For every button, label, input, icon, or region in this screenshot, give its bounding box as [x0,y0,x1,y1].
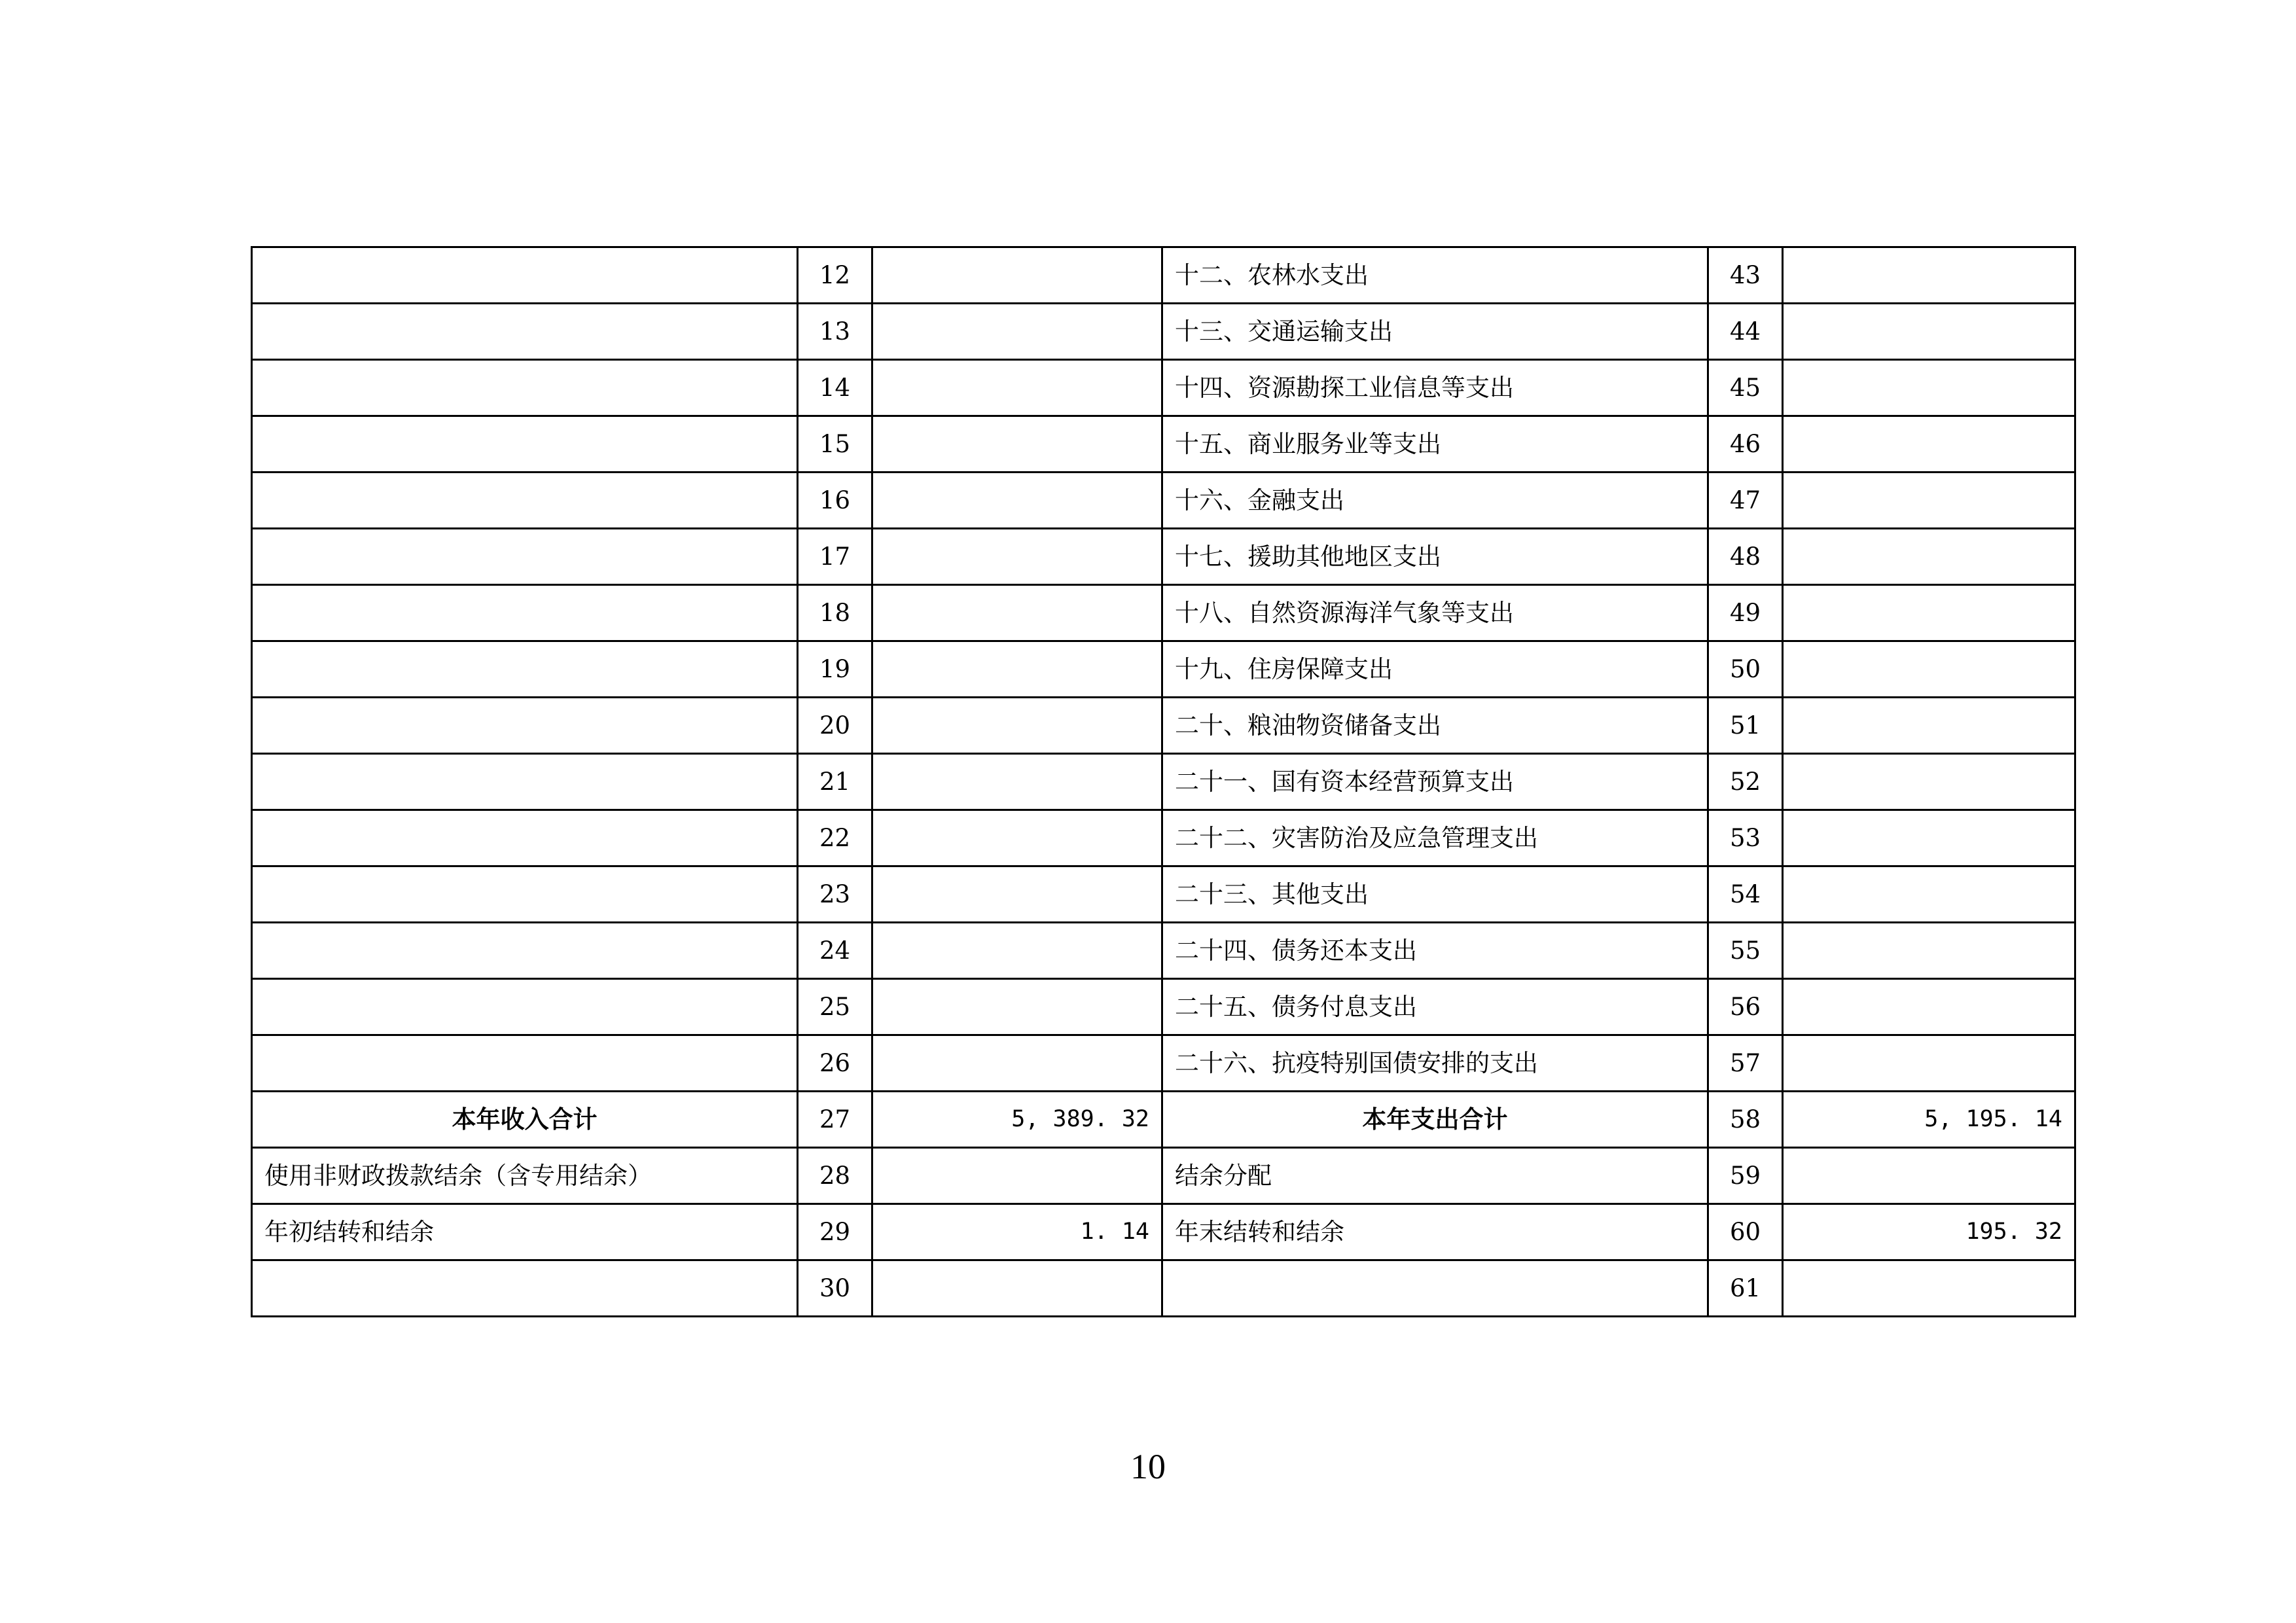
table-row [252,641,2075,698]
right-item-cell: 年末结转和结余 [1162,1204,1708,1260]
right-amount-cell [1783,866,2075,923]
table-row [252,360,2075,416]
right-row-number-cell: 61 [1708,1260,1783,1317]
left-item-cell [252,304,798,360]
right-row-number-cell: 51 [1708,698,1783,754]
left-item-cell [252,247,798,304]
right-item-cell: 二十六、抗疫特别国债安排的支出 [1162,1035,1708,1092]
left-row-number-cell: 30 [798,1260,872,1317]
left-row-number-cell: 13 [798,304,872,360]
right-amount-cell [1783,360,2075,416]
left-item-cell [252,698,798,754]
right-item-cell [1162,1260,1708,1317]
right-row-number-cell: 59 [1708,1148,1783,1204]
right-amount-cell [1783,641,2075,698]
left-amount-cell [872,754,1162,810]
left-item-cell [252,529,798,585]
left-amount-cell: 1. 14 [872,1204,1162,1260]
table-row [252,810,2075,866]
right-amount-cell [1783,923,2075,979]
left-item-cell [252,866,798,923]
left-row-number-cell: 28 [798,1148,872,1204]
left-amount-cell [872,1035,1162,1092]
right-item-cell: 十八、自然资源海洋气象等支出 [1162,585,1708,641]
left-row-number-cell: 18 [798,585,872,641]
right-row-number-cell: 45 [1708,360,1783,416]
table-row [252,585,2075,641]
right-row-number-cell: 49 [1708,585,1783,641]
table-row [252,529,2075,585]
right-row-number-cell: 58 [1708,1092,1783,1148]
left-item-cell [252,754,798,810]
left-amount-cell [872,641,1162,698]
right-item-cell: 二十一、国有资本经营预算支出 [1162,754,1708,810]
left-row-number-cell: 20 [798,698,872,754]
left-row-number-cell: 25 [798,979,872,1035]
right-amount-cell [1783,529,2075,585]
right-amount-cell: 195. 32 [1783,1204,2075,1260]
left-row-number-cell: 22 [798,810,872,866]
left-item-cell [252,416,798,473]
left-amount-cell [872,698,1162,754]
table-row [252,1260,2075,1317]
left-row-number-cell: 21 [798,754,872,810]
right-amount-cell [1783,810,2075,866]
right-item-cell: 十五、商业服务业等支出 [1162,416,1708,473]
left-row-number-cell: 15 [798,416,872,473]
budget-table [251,246,2076,1317]
left-row-number-cell: 19 [798,641,872,698]
right-item-cell: 十四、资源勘探工业信息等支出 [1162,360,1708,416]
left-row-number-cell: 26 [798,1035,872,1092]
left-item-cell [252,585,798,641]
right-amount-cell [1783,473,2075,529]
right-amount-cell [1783,247,2075,304]
right-amount-cell [1783,698,2075,754]
right-row-number-cell: 44 [1708,304,1783,360]
right-row-number-cell: 54 [1708,866,1783,923]
table-row [252,416,2075,473]
right-item-cell: 二十三、其他支出 [1162,866,1708,923]
right-row-number-cell: 52 [1708,754,1783,810]
right-item-cell: 二十、粮油物资储备支出 [1162,698,1708,754]
right-amount-cell [1783,304,2075,360]
left-row-number-cell: 27 [798,1092,872,1148]
left-item-cell: 年初结转和结余 [252,1204,798,1260]
left-item-cell [252,810,798,866]
right-item-cell: 十六、金融支出 [1162,473,1708,529]
left-row-number-cell: 14 [798,360,872,416]
right-amount-cell [1783,1148,2075,1204]
left-amount-cell [872,416,1162,473]
right-item-cell: 十二、农林水支出 [1162,247,1708,304]
right-row-number-cell: 43 [1708,247,1783,304]
right-amount-cell [1783,979,2075,1035]
left-amount-cell [872,923,1162,979]
table-row [252,979,2075,1035]
table-row [252,866,2075,923]
right-row-number-cell: 56 [1708,979,1783,1035]
left-amount-cell [872,473,1162,529]
right-item-cell: 十九、住房保障支出 [1162,641,1708,698]
right-row-number-cell: 46 [1708,416,1783,473]
right-row-number-cell: 50 [1708,641,1783,698]
left-amount-cell [872,979,1162,1035]
left-item-cell [252,641,798,698]
left-amount-cell [872,529,1162,585]
right-row-number-cell: 60 [1708,1204,1783,1260]
left-item-cell: 本年收入合计 [252,1092,798,1148]
table-row [252,304,2075,360]
right-amount-cell [1783,416,2075,473]
left-item-cell [252,979,798,1035]
left-item-cell: 使用非财政拨款结余（含专用结余） [252,1148,798,1204]
left-amount-cell: 5, 389. 32 [872,1092,1162,1148]
left-item-cell [252,923,798,979]
page-number: 10 [1130,1447,1166,1486]
table-row [252,754,2075,810]
left-row-number-cell: 24 [798,923,872,979]
table-row [252,473,2075,529]
left-amount-cell [872,810,1162,866]
right-item-cell: 二十五、债务付息支出 [1162,979,1708,1035]
table-row [252,698,2075,754]
left-item-cell [252,1260,798,1317]
left-row-number-cell: 12 [798,247,872,304]
left-amount-cell [872,1260,1162,1317]
right-amount-cell [1783,754,2075,810]
right-amount-cell [1783,585,2075,641]
left-amount-cell [872,1148,1162,1204]
right-amount-cell: 5, 195. 14 [1783,1092,2075,1148]
left-row-number-cell: 16 [798,473,872,529]
table-row [252,247,2075,304]
right-amount-cell [1783,1035,2075,1092]
left-amount-cell [872,866,1162,923]
total-row [252,1092,2075,1148]
right-item-cell: 十三、交通运输支出 [1162,304,1708,360]
right-item-cell: 十七、援助其他地区支出 [1162,529,1708,585]
left-item-cell [252,473,798,529]
right-row-number-cell: 48 [1708,529,1783,585]
table-row [252,1204,2075,1260]
table-body [252,247,2075,1317]
left-amount-cell [872,585,1162,641]
left-amount-cell [872,304,1162,360]
left-item-cell [252,360,798,416]
table-row [252,1035,2075,1092]
left-amount-cell [872,360,1162,416]
right-row-number-cell: 55 [1708,923,1783,979]
right-row-number-cell: 47 [1708,473,1783,529]
left-item-cell [252,1035,798,1092]
left-amount-cell [872,247,1162,304]
right-item-cell: 本年支出合计 [1162,1092,1708,1148]
right-item-cell: 结余分配 [1162,1148,1708,1204]
left-row-number-cell: 29 [798,1204,872,1260]
table-row [252,1148,2075,1204]
right-item-cell: 二十二、灾害防治及应急管理支出 [1162,810,1708,866]
left-row-number-cell: 23 [798,866,872,923]
right-row-number-cell: 53 [1708,810,1783,866]
right-row-number-cell: 57 [1708,1035,1783,1092]
right-item-cell: 二十四、债务还本支出 [1162,923,1708,979]
right-amount-cell [1783,1260,2075,1317]
table-row [252,923,2075,979]
left-row-number-cell: 17 [798,529,872,585]
